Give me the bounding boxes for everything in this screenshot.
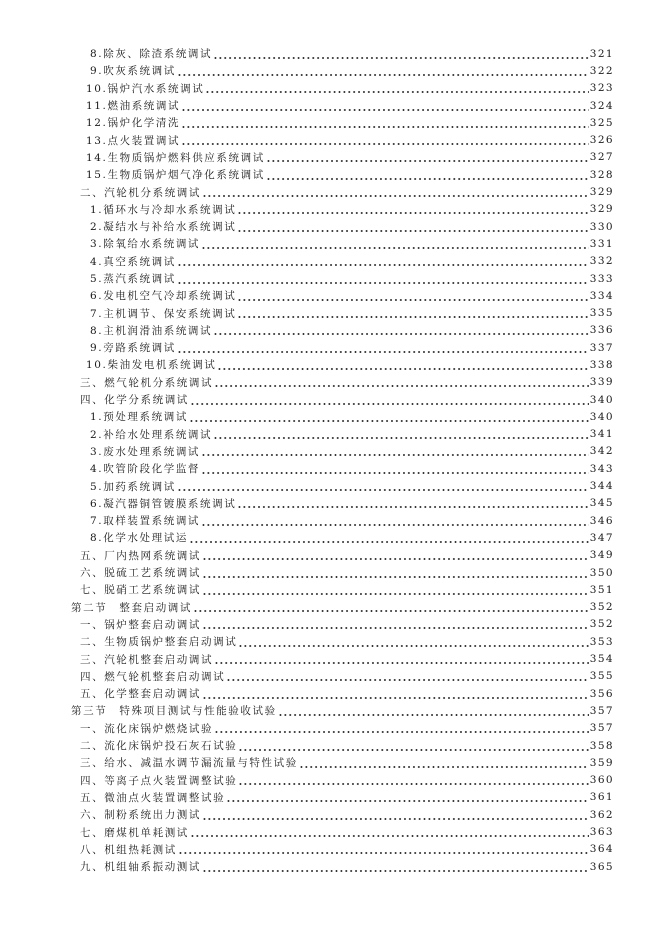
toc-entry-line [80, 668, 614, 685]
dot-leader [201, 464, 589, 476]
toc-entry-page-number: 330 [589, 220, 614, 233]
dot-leader [213, 325, 589, 337]
toc-entry[interactable] [0, 668, 662, 685]
toc-entry-title: 2.补给水处理系统调试 [90, 428, 213, 441]
toc-entry[interactable] [0, 166, 662, 183]
toc-entry-title: 七、脱硝工艺系统调试 [80, 584, 201, 597]
toc-entry-line [80, 858, 614, 875]
toc-entry-title: 五、微油点火装置调整试验 [80, 791, 226, 804]
toc-entry-title: 二、生物质锅炉整套启动调试 [80, 636, 238, 649]
dot-leader [202, 550, 589, 562]
toc-entry[interactable] [0, 443, 662, 460]
toc-entry-title: 五、化学整套启动调试 [80, 688, 201, 701]
toc-entry-title: 10.锅炉汽水系统调试 [86, 82, 205, 95]
toc-entry-line [80, 616, 614, 633]
dot-leader [238, 637, 588, 649]
toc-entry-line [90, 287, 614, 304]
toc-entry[interactable] [0, 374, 662, 391]
toc-entry[interactable] [0, 287, 662, 304]
toc-entry[interactable] [0, 391, 662, 408]
toc-entry-title: 四、化学分系统调试 [80, 394, 189, 407]
toc-entry-line [86, 114, 614, 131]
toc-entry-title: 5.加药系统调试 [90, 480, 176, 493]
toc-entry-line [90, 235, 614, 252]
toc-entry[interactable] [0, 408, 662, 425]
dot-leader [214, 377, 589, 389]
toc-entry[interactable] [0, 149, 662, 166]
toc-entry-page-number: 356 [589, 687, 614, 700]
toc-entry-title: 11.燃油系统调试 [86, 100, 181, 113]
toc-entry[interactable] [0, 495, 662, 512]
toc-entry[interactable] [0, 737, 662, 754]
toc-entry-page-number: 326 [589, 134, 614, 147]
toc-entry-line [86, 166, 614, 183]
dot-leader [177, 256, 589, 268]
toc-entry[interactable] [0, 131, 662, 148]
toc-entry-title: 15.生物质锅炉烟气净化系统调试 [86, 169, 265, 182]
toc-entry-title: 13.点火装置调试 [86, 134, 181, 147]
dot-leader [237, 222, 588, 234]
dot-leader [266, 170, 589, 182]
toc-entry-title: 八、机组热耗测试 [80, 843, 177, 856]
toc-entry[interactable] [0, 720, 662, 737]
toc-entry-page-number: 362 [589, 808, 614, 821]
toc-entry-line [90, 460, 614, 477]
toc-entry[interactable] [0, 806, 662, 823]
toc-entry-line [80, 374, 614, 391]
toc-entry[interactable] [0, 201, 662, 218]
toc-entry-page-number: 343 [589, 462, 614, 475]
dot-leader [238, 741, 588, 753]
toc-entry[interactable] [0, 45, 662, 62]
toc-entry-line [90, 45, 614, 62]
dot-leader [237, 204, 588, 216]
toc-entry-line [80, 720, 614, 737]
toc-entry-page-number: 353 [589, 635, 614, 648]
toc-entry[interactable] [0, 512, 662, 529]
toc-entry[interactable] [0, 529, 662, 546]
toc-entry-title: 12.锅炉化学清洗 [86, 117, 181, 130]
toc-entry[interactable] [0, 460, 662, 477]
toc-entry-line [80, 183, 614, 200]
toc-entry[interactable] [0, 477, 662, 494]
dot-leader [202, 862, 589, 874]
table-of-contents [0, 45, 662, 875]
toc-entry-title: 7.主机调节、保安系统调试 [90, 307, 237, 320]
toc-entry[interactable] [0, 754, 662, 771]
toc-entry-line [90, 495, 614, 512]
dot-leader [278, 706, 589, 718]
toc-entry-page-number: 360 [589, 774, 614, 787]
toc-entry[interactable] [0, 322, 662, 339]
toc-entry[interactable] [0, 650, 662, 667]
toc-entry-line [90, 477, 614, 494]
toc-entry-page-number: 357 [589, 722, 614, 735]
toc-entry-page-number: 357 [589, 704, 614, 717]
dot-leader [177, 66, 589, 78]
dot-leader [190, 395, 589, 407]
toc-entry-line [90, 408, 614, 425]
toc-entry-line [90, 322, 614, 339]
toc-entry-title: 二、汽轮机分系统调试 [80, 186, 201, 199]
toc-entry[interactable] [0, 633, 662, 650]
dot-leader [202, 810, 589, 822]
dot-leader [237, 308, 588, 320]
toc-entry-title: 8.主机润滑油系统调试 [90, 324, 213, 337]
toc-entry[interactable] [0, 183, 662, 200]
toc-entry[interactable] [0, 858, 662, 875]
toc-entry-page-number: 329 [589, 203, 614, 216]
toc-entry-title: 6.凝汽器铜管镀膜系统调试 [90, 497, 237, 510]
toc-entry-line [90, 339, 614, 356]
dot-leader [202, 568, 589, 580]
toc-entry-title: 3.除氧给水系统调试 [90, 238, 201, 251]
dot-leader [201, 446, 589, 458]
toc-entry-line [90, 443, 614, 460]
toc-entry[interactable] [0, 771, 662, 788]
toc-entry-line [71, 702, 614, 719]
toc-entry-title: 三、给水、减温水调节漏流量与特性试验 [80, 757, 298, 770]
toc-entry-page-number: 346 [589, 514, 614, 527]
toc-entry-page-number: 325 [589, 116, 614, 129]
toc-entry-line [80, 789, 614, 806]
toc-entry-page-number: 359 [589, 756, 614, 769]
toc-entry-title: 9.吹灰系统调试 [90, 65, 176, 78]
toc-entry[interactable] [0, 80, 662, 97]
dot-leader [266, 152, 589, 164]
dot-leader [189, 412, 589, 424]
toc-entry-page-number: 323 [589, 82, 614, 95]
toc-entry[interactable] [0, 114, 662, 131]
toc-entry-line [90, 62, 614, 79]
toc-entry-line [90, 426, 614, 443]
toc-entry-page-number: 352 [589, 618, 614, 631]
toc-entry-title: 14.生物质锅炉燃料供应系统调试 [86, 151, 265, 164]
toc-entry-page-number: 351 [589, 583, 614, 596]
toc-entry-title: 一、锅炉整套启动调试 [80, 618, 201, 631]
toc-entry-title: 一、流化床锅炉燃烧试验 [80, 722, 214, 735]
dot-leader [181, 101, 589, 113]
toc-entry-page-number: 340 [589, 393, 614, 406]
toc-entry-page-number: 342 [589, 445, 614, 458]
toc-entry-page-number: 352 [589, 601, 614, 614]
toc-entry-title: 9.旁路系统调试 [90, 342, 176, 355]
toc-entry-page-number: 341 [589, 428, 614, 441]
toc-entry[interactable] [0, 218, 662, 235]
toc-entry[interactable] [0, 789, 662, 806]
toc-entry-line [90, 512, 614, 529]
dot-leader [190, 827, 589, 839]
toc-entry-line [90, 270, 614, 287]
dot-leader [202, 585, 589, 597]
toc-entry-title: 4.吹管阶段化学监督 [90, 463, 201, 476]
toc-entry-page-number: 334 [589, 289, 614, 302]
dot-leader [238, 775, 588, 787]
toc-entry-page-number: 337 [589, 341, 614, 354]
toc-entry-title: 七、磨煤机单耗测试 [80, 826, 189, 839]
toc-entry-title: 7.取样装置系统调试 [90, 515, 201, 528]
dot-leader [299, 758, 589, 770]
toc-entry[interactable] [0, 97, 662, 114]
dot-leader [193, 602, 589, 614]
toc-entry-page-number: 329 [589, 186, 614, 199]
toc-entry[interactable] [0, 599, 662, 616]
toc-entry-line [80, 650, 614, 667]
toc-entry[interactable] [0, 62, 662, 79]
toc-entry-line [90, 253, 614, 270]
toc-entry-page-number: 358 [589, 739, 614, 752]
toc-entry-title: 四、燃气轮机整套启动调试 [80, 670, 226, 683]
dot-leader [217, 360, 588, 372]
toc-entry[interactable] [0, 564, 662, 581]
toc-entry[interactable] [0, 702, 662, 719]
toc-entry-page-number: 345 [589, 497, 614, 510]
toc-entry-page-number: 324 [589, 99, 614, 112]
toc-entry-page-number: 354 [589, 653, 614, 666]
toc-entry-page-number: 327 [589, 151, 614, 164]
toc-entry-title: 九、机组轴系振动测试 [80, 861, 201, 874]
dot-leader [205, 83, 588, 95]
toc-entry-line [80, 823, 614, 840]
toc-entry-page-number: 365 [589, 860, 614, 873]
toc-entry[interactable] [0, 304, 662, 321]
toc-entry-title: 4.真空系统调试 [90, 255, 176, 268]
toc-entry[interactable] [0, 339, 662, 356]
dot-leader [226, 792, 589, 804]
dot-leader [178, 844, 589, 856]
dot-leader [202, 187, 589, 199]
toc-entry[interactable] [0, 235, 662, 252]
toc-entry-line [80, 633, 614, 650]
dot-leader [177, 481, 589, 493]
toc-entry-line [90, 529, 614, 546]
toc-entry-page-number: 355 [589, 670, 614, 683]
toc-entry-line [80, 737, 614, 754]
toc-entry-title: 六、脱硫工艺系统调试 [80, 567, 201, 580]
toc-entry-line [80, 806, 614, 823]
toc-entry-title: 10.柴油发电机系统调试 [86, 359, 217, 372]
toc-entry-page-number: 328 [589, 168, 614, 181]
toc-entry[interactable] [0, 841, 662, 858]
toc-entry[interactable] [0, 581, 662, 598]
toc-entry[interactable] [0, 547, 662, 564]
dot-leader [213, 49, 589, 61]
toc-entry-page-number: 349 [589, 549, 614, 562]
toc-entry[interactable] [0, 253, 662, 270]
dot-leader [214, 723, 589, 735]
toc-entry[interactable] [0, 426, 662, 443]
toc-entry-title: 六、制粉系统出力测试 [80, 809, 201, 822]
toc-entry-page-number: 339 [589, 376, 614, 389]
toc-entry-title: 1.循环水与冷却水系统调试 [90, 203, 237, 216]
toc-entry[interactable] [0, 685, 662, 702]
toc-entry-line [71, 599, 614, 616]
toc-entry-title: 三、燃气轮机分系统调试 [80, 376, 214, 389]
toc-entry[interactable] [0, 270, 662, 287]
dot-leader [202, 689, 589, 701]
toc-entry-title: 8.化学水处理试运 [90, 532, 188, 545]
toc-entry-title: 二、流化床锅炉投石灰石试验 [80, 740, 238, 753]
toc-entry-line [86, 149, 614, 166]
toc-entry-title: 2.凝结水与补给水系统调试 [90, 221, 237, 234]
toc-entry-page-number: 347 [589, 531, 614, 544]
toc-entry[interactable] [0, 616, 662, 633]
toc-entry-title: 三、汽轮机整套启动调试 [80, 653, 214, 666]
dot-leader [237, 291, 588, 303]
dot-leader [177, 274, 589, 286]
toc-entry-page-number: 336 [589, 324, 614, 337]
toc-entry-line [80, 564, 614, 581]
dot-leader [201, 516, 589, 528]
dot-leader [189, 533, 589, 545]
toc-entry-line [80, 547, 614, 564]
toc-entry-title: 五、厂内热网系统调试 [80, 549, 201, 562]
toc-entry-line [90, 304, 614, 321]
toc-entry-page-number: 321 [589, 47, 614, 60]
toc-entry-page-number: 322 [589, 64, 614, 77]
toc-entry-line [90, 218, 614, 235]
toc-entry-page-number: 332 [589, 255, 614, 268]
toc-entry-page-number: 340 [589, 410, 614, 423]
toc-entry-line [86, 356, 614, 373]
toc-entry-line [80, 685, 614, 702]
dot-leader [237, 498, 588, 510]
dot-leader [177, 343, 589, 355]
toc-entry[interactable] [0, 823, 662, 840]
toc-entry[interactable] [0, 356, 662, 373]
toc-entry-page-number: 333 [589, 272, 614, 285]
toc-entry-page-number: 335 [589, 307, 614, 320]
toc-entry-line [80, 391, 614, 408]
toc-entry-title: 3.废水处理系统调试 [90, 445, 201, 458]
toc-entry-page-number: 331 [589, 237, 614, 250]
toc-entry-line [86, 80, 614, 97]
toc-entry-line [80, 754, 614, 771]
toc-entry-title: 第三节 特殊项目测试与性能验收试验 [71, 705, 277, 718]
dot-leader [201, 239, 589, 251]
dot-leader [214, 654, 589, 666]
toc-entry-title: 6.发电机空气冷却系统调试 [90, 290, 237, 303]
toc-entry-line [90, 201, 614, 218]
toc-entry-title: 1.预处理系统调试 [90, 411, 188, 424]
dot-leader [181, 135, 589, 147]
toc-entry-line [86, 131, 614, 148]
toc-entry-page-number: 338 [589, 358, 614, 371]
dot-leader [202, 619, 589, 631]
toc-entry-line [80, 581, 614, 598]
dot-leader [181, 118, 589, 130]
toc-entry-title: 第二节 整套启动调试 [71, 601, 192, 614]
toc-entry-page-number: 350 [589, 566, 614, 579]
dot-leader [213, 429, 589, 441]
toc-entry-title: 8.除灰、除渣系统调试 [90, 48, 213, 61]
toc-entry-page-number: 344 [589, 480, 614, 493]
toc-entry-page-number: 364 [589, 843, 614, 856]
toc-entry-title: 5.蒸汽系统调试 [90, 273, 176, 285]
toc-entry-page-number: 363 [589, 826, 614, 838]
dot-leader [226, 671, 589, 683]
toc-entry-line [80, 841, 614, 858]
toc-entry-line [80, 771, 614, 788]
toc-entry-title: 四、等离子点火装置调整试验 [80, 774, 238, 787]
toc-entry-page-number: 361 [589, 791, 614, 804]
toc-entry-line [86, 97, 614, 114]
